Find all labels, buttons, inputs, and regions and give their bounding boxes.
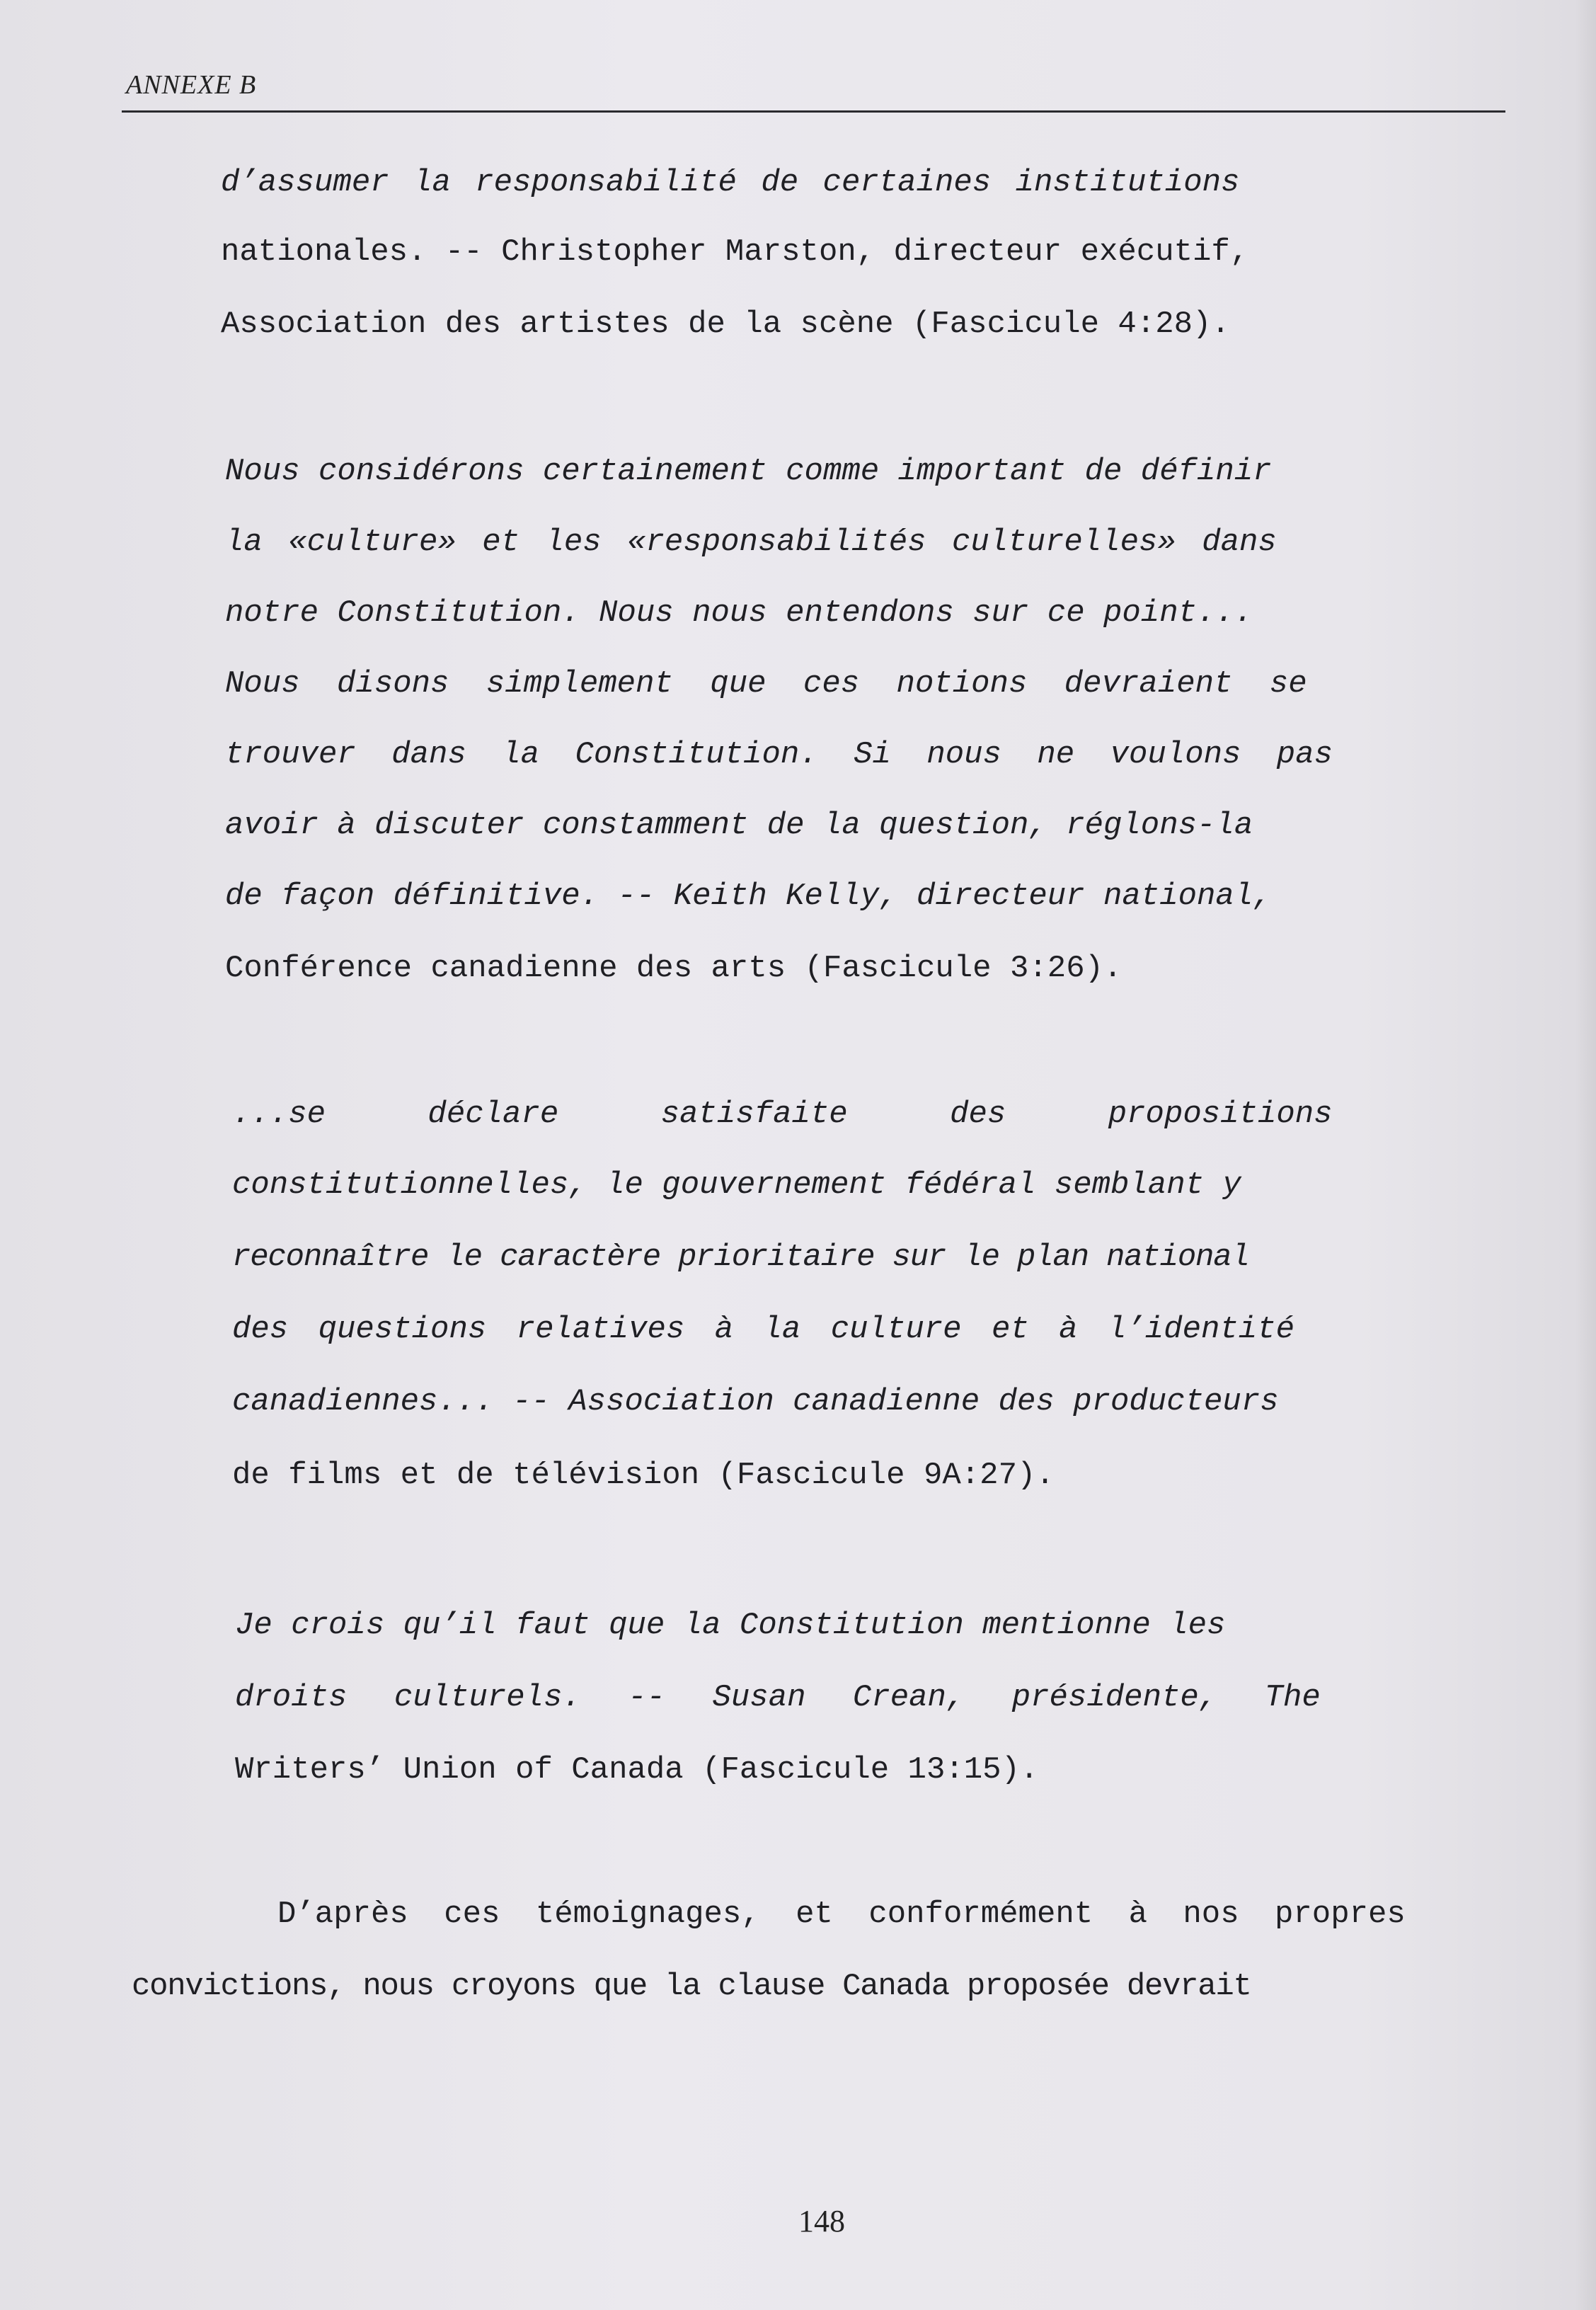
quote-2-line-6: avoir à discuter constamment de la question, réglons-la	[225, 808, 1253, 843]
page-edge-shadow	[1575, 0, 1596, 2310]
conclusion-line-1: D’après ces témoignages, et conformément à nos propres	[277, 1897, 1406, 1932]
quote-3-line-3: reconnaître le caractère prioritaire sur le plan national	[232, 1240, 1249, 1275]
conclusion-line-2: convictions, nous croyons que la clause Canada proposée devrait	[132, 1969, 1251, 2004]
page-number: 148	[798, 2204, 845, 2238]
quote-2-line-5: trouver dans la Constitution. Si nous ne voulons pas	[225, 737, 1333, 772]
quote-3-line-1: ...se déclare satisfaite des propositions	[232, 1097, 1333, 1132]
header-rule	[122, 110, 1505, 113]
quote-2-line-2: la «culture» et les «responsabilités culturelles» dans	[225, 525, 1277, 560]
quote-4-line-1: Je crois qu’il faut que la Constitution mentionne les	[235, 1608, 1226, 1643]
quote-3-line-6: de films et de télévision (Fascicule 9A:27).	[232, 1458, 1055, 1493]
quote-2-line-8: Conférence canadienne des arts (Fascicule 3:26).	[225, 951, 1123, 986]
quote-1-line-2: nationales. -- Christopher Marston, directeur exécutif,	[221, 234, 1249, 270]
quote-3-line-5: canadiennes... -- Association canadienne des producteurs	[232, 1384, 1279, 1419]
quote-1-line-3: Association des artistes de la scène (Fascicule 4:28).	[221, 307, 1230, 342]
quote-2-line-4: Nous disons simplement que ces notions devraient se	[225, 666, 1307, 702]
quote-3-line-4: des questions relatives à la culture et à l’identité	[232, 1312, 1295, 1347]
quote-4-line-2: droits culturels. -- Susan Crean, présidente, The	[235, 1680, 1321, 1715]
quote-2-line-7: de façon définitive. -- Keith Kelly, directeur national,	[225, 879, 1272, 914]
quote-1-line-1: d’assumer la responsabilité de certaines institutions	[221, 165, 1240, 200]
running-header: ANNEXE B	[126, 70, 257, 100]
quote-2-line-3: notre Constitution. Nous nous entendons sur ce point...	[225, 595, 1253, 631]
quote-3-line-2: constitutionnelles, le gouvernement fédéral semblant y	[232, 1167, 1241, 1203]
quote-4-line-3: Writers’ Union of Canada (Fascicule 13:15).	[235, 1752, 1039, 1788]
quote-2-line-1: Nous considérons certainement comme important de définir	[225, 454, 1272, 489]
